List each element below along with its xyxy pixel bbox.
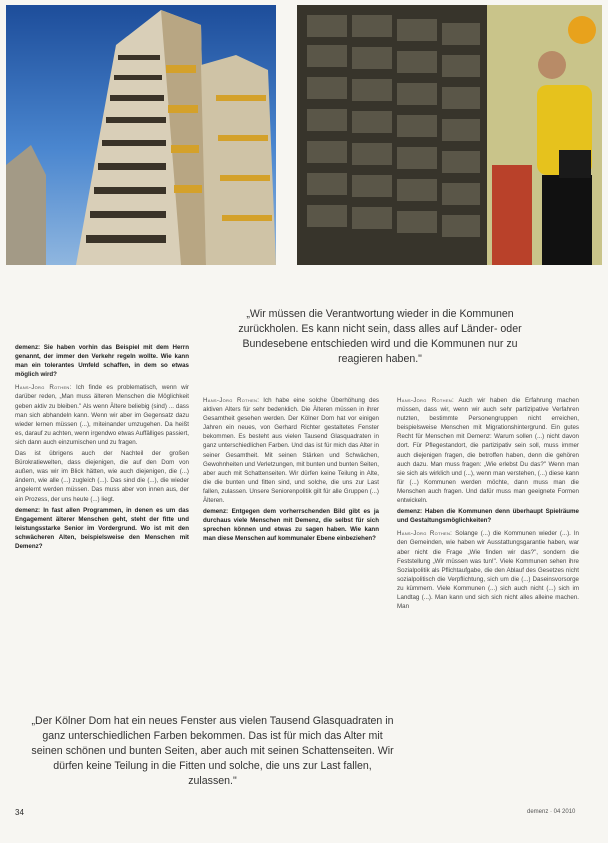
- interview-question: demenz: Sie haben vorhin das Beispiel mit dem Herrn genannt, der immer den Verkehr regeln wollte. Wie kann man ein tolerantes Umfeld schaffen, in dem so etwas möglich wird?: [15, 344, 189, 379]
- answer-text: Ich finde es problematisch, wenn wir darüber reden, „Man muss älteren Menschen die Möglichkeit geben aktiv zu bleiben." Als wenn Ältere beliebig (sind) ... dass man sich abhandeln kann. Wenn wir aber im Gegensatz dazu wieder lernen müssen (...), miteinander umzugehen. Da heißt es, darauf zu achten, wenn irgendwo etwas Auffälliges passiert, sich dann auch einzumischen und zu fragen.: [15, 384, 189, 446]
- answer-text: Auch wir haben die Erfahrung machen müssen, dass wir, wenn wir auch sehr partizipative Verfahren nutzten, bestimmte Personengruppen nicht erreichen, beispielsweise Menschen mit Migrationshintergrund. Ein gutes Recht für Menschen mit Demenz: Warum sollen (...) nicht davon dort. Für Pflegestandort, die partizipativ sein soll, muss immer auch diejenigen fragen, die betroffen haben, denn die gehören auch dazu. Man muss fragen: „Wie erlebst Du das?" Wenn man sie sich als wirklich und (...), wenn man verstehen, (...) diese kann für (...) Kommunen werden möchte, dann muss man die Menschen auch fragen. Und dafür muss man geeignete Formen entwickeln.: [397, 397, 579, 505]
- text-column-3: [397, 396, 579, 613]
- speaker-label: Hans-Jörg Rothen:: [203, 397, 260, 404]
- apartment-building-photo-icon: [6, 5, 276, 265]
- interview-answer: [203, 396, 379, 505]
- speaker-label: Hans-Jörg Rothen:: [15, 384, 72, 392]
- issue-footer: demenz · 04 2010: [527, 809, 576, 815]
- mailboxes-photo-icon: [297, 5, 602, 265]
- answer-text: Ich habe eine solche Überhöhung des aktiven Alters für sehr bedenklich. Die Älteren müssen in ihrer Gesamtheit gesehen werden. Der Kölner Dom hat vor einigen Jahren ein neues, von Gerhard Richter gestaltetes Fenster bekommen. Es besteht aus vielen Tausend Glasquadraten in ganz unterschiedlichen Farben. Und das ist für mich das Alter in seiner Gesamtheit. Mit seinen Stärken und Schwächen, Gewohnheiten und Verletzungen, mit bunten und bunten Seiten, aber auch mit Schattenseiten. Wir dürfen keine Teilung in Alte, die die bunten und fitten sind, und solche, die uns zur Last fallen, zulassen. Unsere Seniorenpolitik gilt für alle Gruppen (...) Älteren.: [203, 397, 379, 505]
- pull-quote-bottom: „Der Kölner Dom hat ein neues Fenster aus vielen Tausend Glasquadraten in ganz unterschiedlichen Farben bekommen. Das ist für mich das Alter mit seinen schönen und bunten Seiten, aber auch mit seinen Schattenseiten. Wir dürfen keine Teilung in die Fitten und solche, die uns zur Last fallen, zulassen.": [31, 715, 394, 787]
- interview-answer: [397, 529, 579, 611]
- interview-answer: [397, 396, 579, 505]
- interview-answer: [15, 383, 189, 447]
- speaker-label: Hans-Jörg Rothen:: [397, 397, 455, 404]
- answer-paragraph: Das ist übrigens auch der Nachteil der großen Bürokratiewelten, dass diejenigen, die auf den Dom von außen, was wir im Blick hätten, wie auch diejenigen, die (...) ändern, wie alle (...) zugleich (...). Das sind die (...), die wieder angelernt werden müssen. Das muss aber von innen aus, der ein Prozess, der uns heute (...) liegt.: [15, 450, 189, 503]
- building-photo: [6, 5, 276, 265]
- text-column-2: [203, 396, 379, 548]
- interview-question: demenz: Haben die Kommunen denn überhaupt Spielräume und Gestaltungsmöglichkeiten?: [397, 508, 579, 525]
- interview-question: demenz: Entgegen dem vorherrschenden Bild gibt es ja durchaus viele Menschen mit Demenz, die selbst für sich sprechen können und etwas zu sagen haben. Wie kann man diese Menschen auf kommunaler Ebene einbeziehen?: [203, 508, 379, 543]
- answer-text: Solange (...) die Kommunen wieder (...). In den Gemeinden, wie haben wir Ausstattungsgarantie haben, war aber nicht die Frage „Wie finden wir das?", sondern die Feststellung „Wir müssen was tun!". Viele Kommunen sehen ihre Sozialpolitik als Pflichtaufgabe, die den Ablauf des Gesetzes nicht sozialpolitisch die Verpflichtung, sich um die (...) Daseinsvorsorge zu kümmern. Viele Kommunen (...) sich auch nicht (...) sich im Landtag (...). Man kann und sich sich nicht alles alleine machen. Man: [397, 530, 579, 611]
- text-column-1: [15, 343, 189, 555]
- mailboxes-photo: [297, 5, 602, 265]
- interview-question: demenz: In fast allen Programmen, in denen es um das Engagement älterer Menschen geht, steht der fitte und leistungsstarke Senior im Vordergrund. Wo ist mit den schwächeren Alten, beispielsweise den Menschen mit Demenz?: [15, 506, 189, 550]
- pull-quote-top: „Wir müssen die Verantwortung wieder in die Kommunen zurückholen. Es kann nicht sein, dass alles auf Länder- oder Bundesebene entschieden wird und die Kommunen nur zu reagieren haben.": [238, 308, 522, 365]
- page-number: 34: [15, 808, 24, 817]
- speaker-label: Hans-Jörg Rothen:: [397, 530, 453, 538]
